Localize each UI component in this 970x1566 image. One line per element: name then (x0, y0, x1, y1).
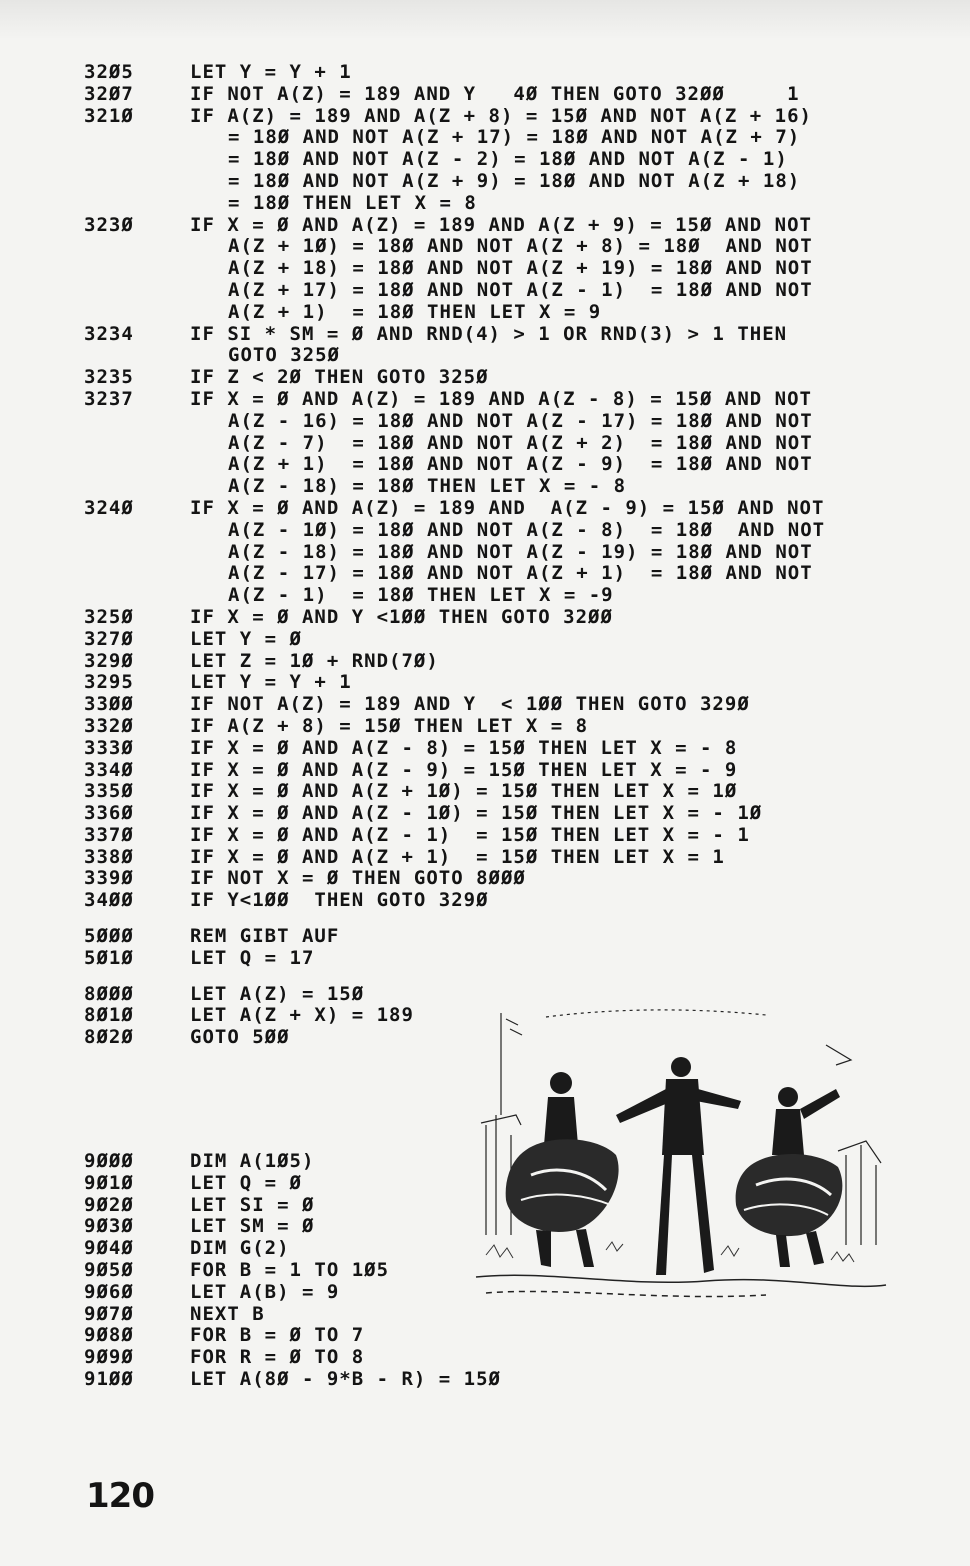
basic-statement: IF A(Z + 8) = 15Ø THEN LET X = 8 (190, 714, 589, 737)
line-number: 336Ø (84, 802, 134, 825)
basic-statement: IF Z < 2Ø THEN GOTO 325Ø (190, 366, 489, 389)
line-number: 334Ø (84, 758, 134, 781)
basic-statement: LET SI = Ø (190, 1193, 315, 1216)
basic-statement: = 18Ø THEN LET X = 8 (228, 191, 477, 214)
line-number: 5ØØØ (84, 925, 134, 948)
line-number: 323Ø (84, 213, 134, 236)
line-number: 91ØØ (84, 1368, 134, 1391)
basic-statement: IF SI * SM = Ø AND RND(4) > 1 OR RND(3) > 1 THEN (190, 322, 788, 345)
line-number: 8Ø2Ø (84, 1026, 134, 1049)
basic-statement: = 18Ø AND NOT A(Z + 9) = 18Ø AND NOT A(Z + 18) (228, 169, 801, 192)
basic-statement: IF X = Ø AND Y <1ØØ THEN GOTO 32ØØ (190, 605, 613, 628)
scan-shadow (0, 0, 970, 40)
line-number: 325Ø (84, 605, 134, 628)
line-number: 9Ø7Ø (84, 1302, 134, 1325)
basic-statement: LET SM = Ø (190, 1215, 315, 1238)
basic-statement: IF X = Ø AND A(Z - 8) = 15Ø THEN LET X = - 8 (190, 736, 738, 759)
basic-statement: IF NOT A(Z) = 189 AND Y 4Ø THEN GOTO 32ØØ 1 (190, 82, 800, 105)
basic-statement: A(Z - 1Ø) = 18Ø AND NOT A(Z - 8) = 18Ø AND NOT (228, 518, 826, 541)
basic-statement: IF X = Ø AND A(Z) = 189 AND A(Z + 9) = 15Ø AND NOT (190, 213, 812, 236)
basic-statement: IF X = Ø AND A(Z) = 189 AND A(Z - 9) = 15Ø AND NOT (190, 496, 825, 519)
line-number: 32Ø7 (84, 82, 134, 105)
basic-statement: LET Y = Y + 1 (190, 61, 352, 83)
dancing-figures-illustration (466, 1005, 896, 1305)
line-number: 9Ø5Ø (84, 1259, 134, 1282)
line-number: 335Ø (84, 780, 134, 803)
basic-statement: IF X = Ø AND A(Z - 9) = 15Ø THEN LET X = - 9 (190, 758, 738, 781)
basic-statement: DIM A(1Ø5) (190, 1150, 315, 1173)
basic-statement: GOTO 5ØØ (190, 1026, 290, 1049)
basic-statement: A(Z + 18) = 18Ø AND NOT A(Z + 19) = 18Ø AND NOT (228, 257, 813, 280)
line-number: 332Ø (84, 714, 134, 737)
line-number: 329Ø (84, 649, 134, 672)
basic-statement: IF A(Z) = 189 AND A(Z + 8) = 15Ø AND NOT A(Z + 16) (190, 104, 812, 127)
basic-statement: A(Z + 1) = 18Ø AND NOT A(Z - 9) = 18Ø AND NOT (228, 453, 813, 476)
line-number: 324Ø (84, 496, 134, 519)
basic-statement: LET Z = 1Ø + RND(7Ø) (190, 649, 439, 672)
basic-statement: IF X = Ø AND A(Z - 1) = 15Ø THEN LET X = - 1 (190, 823, 750, 846)
line-number: 333Ø (84, 736, 134, 759)
line-number: 8Ø1Ø (84, 1004, 134, 1027)
line-number: 321Ø (84, 104, 134, 127)
basic-statement: IF X = Ø AND A(Z) = 189 AND A(Z - 8) = 15Ø AND NOT (190, 387, 812, 410)
line-number: 33ØØ (84, 693, 134, 716)
basic-statement: A(Z - 1) = 18Ø THEN LET X = -9 (228, 584, 614, 607)
basic-statement: GOTO 325Ø (228, 344, 340, 367)
line-number: 337Ø (84, 823, 134, 846)
basic-statement: A(Z + 1Ø) = 18Ø AND NOT A(Z + 8) = 18Ø AND NOT (228, 235, 813, 258)
basic-statement: IF X = Ø AND A(Z + 1Ø) = 15Ø THEN LET X = 1Ø (190, 780, 738, 803)
line-number: 3234 (84, 322, 134, 345)
basic-statement: FOR B = 1 TO 1Ø5 (190, 1259, 390, 1282)
basic-statement: FOR B = Ø TO 7 (190, 1324, 365, 1347)
basic-statement: LET Q = Ø (190, 1171, 302, 1194)
basic-statement: LET Y = Y + 1 (190, 671, 352, 694)
line-number: 9Ø8Ø (84, 1324, 134, 1347)
basic-statement: = 18Ø AND NOT A(Z + 17) = 18Ø AND NOT A(Z + 7) (228, 126, 801, 149)
line-number: 339Ø (84, 867, 134, 890)
basic-statement: LET Y = Ø (190, 627, 302, 650)
line-number: 3237 (84, 387, 134, 410)
basic-statement: A(Z - 17) = 18Ø AND NOT A(Z + 1) = 18Ø AND NOT (228, 562, 813, 585)
line-number: 9ØØØ (84, 1150, 134, 1173)
basic-statement: A(Z - 7) = 18Ø AND NOT A(Z + 2) = 18Ø AND NOT (228, 431, 813, 454)
line-number: 8ØØØ (84, 982, 134, 1005)
basic-statement: A(Z - 18) = 18Ø THEN LET X = - 8 (228, 475, 627, 498)
line-number: 34ØØ (84, 889, 134, 912)
basic-statement: IF X = Ø AND A(Z + 1) = 15Ø THEN LET X = 1 (190, 845, 725, 868)
line-number: 338Ø (84, 845, 134, 868)
line-number: 9Ø4Ø (84, 1237, 134, 1260)
basic-statement: A(Z - 16) = 18Ø AND NOT A(Z - 17) = 18Ø AND NOT (228, 409, 813, 432)
basic-statement: A(Z - 18) = 18Ø AND NOT A(Z - 19) = 18Ø AND NOT (228, 540, 813, 563)
line-number: 9Ø9Ø (84, 1346, 134, 1369)
basic-statement: IF Y<1ØØ THEN GOTO 329Ø (190, 889, 489, 912)
basic-statement: LET A(8Ø - 9*B - R) = 15Ø (190, 1368, 501, 1391)
basic-statement: DIM G(2) (190, 1237, 290, 1260)
line-number: 3235 (84, 366, 134, 389)
line-number: 327Ø (84, 627, 134, 650)
basic-statement: A(Z + 1) = 18Ø THEN LET X = 9 (228, 300, 602, 323)
basic-statement: LET Q = 17 (190, 946, 315, 969)
basic-statement: A(Z + 17) = 18Ø AND NOT A(Z - 1) = 18Ø AND NOT (228, 278, 813, 301)
basic-statement: = 18Ø AND NOT A(Z - 2) = 18Ø AND NOT A(Z - 1) (228, 148, 788, 171)
line-number: 9Ø6Ø (84, 1280, 134, 1303)
line-number: 9Ø3Ø (84, 1215, 134, 1238)
line-number: 32Ø5 (84, 61, 134, 83)
basic-statement: IF NOT X = Ø THEN GOTO 8ØØØ (190, 867, 526, 890)
basic-statement: LET A(Z + X) = 189 (190, 1004, 414, 1027)
basic-statement: LET A(Z) = 15Ø (190, 982, 365, 1005)
basic-statement: LET A(B) = 9 (190, 1280, 340, 1303)
line-number: 3295 (84, 671, 134, 694)
basic-statement: FOR R = Ø TO 8 (190, 1346, 365, 1369)
basic-statement: IF X = Ø AND A(Z - 1Ø) = 15Ø THEN LET X = - 1Ø (190, 802, 763, 825)
line-number: 9Ø2Ø (84, 1193, 134, 1216)
basic-statement: IF NOT A(Z) = 189 AND Y < 1ØØ THEN GOTO 329Ø (190, 693, 750, 716)
basic-statement: REM GIBT AUF (190, 925, 340, 948)
page-number: 120 (86, 1476, 154, 1516)
line-number: 9Ø1Ø (84, 1171, 134, 1194)
line-number: 5Ø1Ø (84, 946, 134, 969)
basic-statement: NEXT B (190, 1302, 265, 1325)
